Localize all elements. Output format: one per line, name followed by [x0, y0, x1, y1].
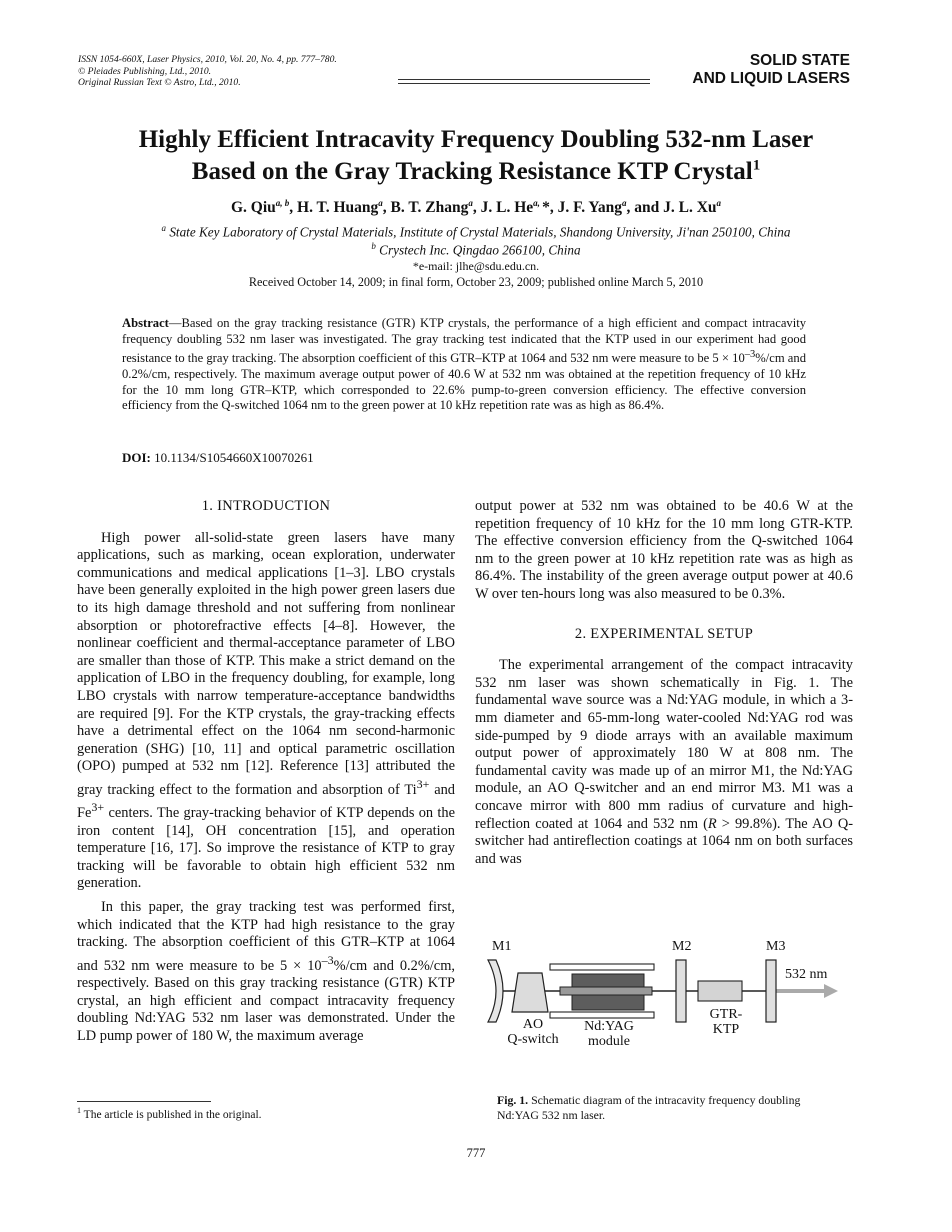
affiliation-b: $^b$ Crystech Inc. Qingdao 266100, China	[371, 241, 581, 258]
mirror-m2	[676, 960, 686, 1022]
header-rule	[398, 79, 650, 84]
author: H. T. Huang$^a$,	[297, 198, 391, 217]
author: J. L. Xu$^a$	[663, 198, 722, 217]
title-line-2: Based on the Gray Tracking Resistance KTP Crystal	[191, 158, 753, 185]
label-m3: M3	[766, 939, 786, 954]
original-text-line: Original Russian Text © Astro, Ltd., 2010.	[78, 77, 241, 88]
right-column	[475, 498, 853, 868]
affiliation-a: $^a$ State Key Laboratory of Crystal Materials, Institute of Crystal Materials, Shandong University, Ji'nan 250100, China	[161, 223, 791, 240]
title-line-1: Highly Efficient Intracavity Frequency Doubling 532-nm Laser	[138, 126, 814, 153]
title-footnote-mark: 1	[752, 157, 761, 174]
label-m2: M2	[672, 939, 692, 954]
label-gtr-ktp: GTR- KTP	[709, 1007, 743, 1037]
footnote-rule	[77, 1101, 211, 1102]
section-line-1: SOLID STATE	[749, 52, 850, 69]
abstract: Abstract—Based on the gray tracking resistance (GTR) KTP crystals, the performance of a high efficient and compact intracavity frequency doubling 532 nm laser was investigated. The gray tracking test indicated that the KTP used in our experiment had good resistance to the gray tracking. The absorption coefficient of this GTR–KTP at 1064 and 532 nm were measure to be $5 \times 10^{-3}\%/cm$ and 0.2%/cm, respectively. The maximum average output power of 40.6 W at 532 nm was obtained at the repetition frequency of 10 kHz for the 10 mm long GTR–KTP, which corresponded to 22.6% pump-to-green conversion efficiency. The effective conversion efficiency from the Q-switched 1064 nm to the green power at 10 kHz repetition rate was as high as 86.4%.	[122, 316, 806, 413]
label-m1: M1	[492, 939, 512, 954]
author: G. Qiu$^{a, b}$,	[230, 198, 298, 217]
figure-1-caption: Fig. 1. Schematic diagram of the intracavity frequency doubling Nd:YAG 532 nm laser.	[497, 1093, 801, 1122]
ao-q-switch	[512, 973, 548, 1012]
ndyag-rod	[560, 987, 652, 995]
doi-value: 10.1134/S1054660X10070261	[154, 450, 314, 465]
intro-paragraph-2: In this paper, the gray tracking test was performed first, which indicated that the KTP had high resistance to the gray tracking. The absorption coefficient of this GTR–KTP at 1064 and 532 nm were measure to be $5 \times 10^{-3}\%/cm$ and 0.2%/cm, respectively. Based on this gray tracking resistance (GTR) KTP crystal, an high efficient and compact intracavity frequency doubling Nd:YAG 532 nm laser was demonstrated. Under the LD pump power of 180 W, the maximum average	[77, 899, 455, 1045]
ndyag-bottom-plate	[550, 1012, 654, 1018]
abstract-label: Abstract	[122, 316, 169, 330]
section-heading-introduction: 1. INTRODUCTION	[201, 498, 331, 514]
contact-email: *e-mail: jlhe@sdu.edu.cn.	[412, 259, 540, 273]
author: J. L. $He^{a,}$ *,	[480, 198, 558, 217]
label-output-wavelength: 532 nm	[785, 967, 828, 982]
doi	[122, 450, 314, 466]
journal-header	[78, 54, 337, 89]
author-list	[60, 198, 892, 217]
section-heading-experimental-setup: 2. EXPERIMENTAL SETUP	[574, 625, 754, 642]
figure-1-schematic	[476, 930, 854, 1060]
author: B. T. Zhang$^a$,	[390, 198, 481, 217]
page-number: 777	[466, 1146, 486, 1160]
gtr-ktp-crystal	[698, 981, 742, 1001]
label-ndyag-module: Nd:YAG module	[584, 1019, 634, 1049]
paper-title	[60, 124, 892, 188]
journal-line: ISSN 1054-660X, Laser Physics, 2010, Vol. 20, No. 4, pp. 777–780.	[78, 54, 337, 65]
doi-label: DOI:	[122, 450, 151, 465]
received-dates: Received October 14, 2009; in final form, October 23, 2009; published online March 5, 2010	[248, 275, 704, 289]
intro-paragraph-1: High power all-solid-state green lasers have many applications, such as marking, ocean exploration, underwater communications and medical applications [1–3]. LBO crystals have been generally exploited in the high power green lasers due to its high damage threshold and not suffering from nonlinear absorption or photorefractive effects [4–8]. However, the nonlinear coefficient and thermal-acceptance parameter of LBO are smaller than those of KTP. This make a strict demand on the application of LBO in the frequency doubling, for example, long LBO crystals with narrow temperature-acceptance bandwidths are required [9]. For the KTP crystals, the gray-tracking effects have a detrimental effect on the 1064 nm second-harmonic generation (SHG) [10, 11] and optical parametric oscillation (OPO) pumped at 532 nm [12]. Reference [13] attributed the gray tracking effect to the formation and absorption of $Ti^{3+}$ and $Fe^{3+}$ centers. The gray-tracking behavior of KTP depends on the iron content [14], OH concentration [15], and operation temperature [16, 17]. So improve the resistance of KTP to gray tracking will be favorable to obtain high efficient 532 nm generation.	[77, 529, 455, 892]
label-ao-q-switch: AO Q-switch	[507, 1017, 559, 1047]
output-arrow-icon	[824, 984, 838, 998]
mirror-m3	[766, 960, 776, 1022]
section-line-2: AND LIQUID LASERS	[692, 70, 850, 87]
intro-paragraph-continued: output power at 532 nm was obtained to be 40.6 W at the repetition frequency of 10 kHz for the 10 mm long GTR-KTP. The effective conversion efficiency from the Q-switched 1064 nm to the green power at 10 kHz repetition rate was as high as 86.4%. The instability of the green average output power at 40.6 W over ten-hours long was also measured to be 0.3%.	[475, 498, 853, 602]
mirror-m1	[488, 960, 503, 1022]
copyright-line: © Pleiades Publishing, Ltd., 2010.	[78, 65, 212, 77]
left-column	[77, 498, 455, 1046]
caption-label: Fig. 1.	[497, 1093, 529, 1107]
footnote: $^1$ The article is published in the original.	[77, 1106, 262, 1121]
ndyag-top-plate	[550, 964, 654, 970]
section-header	[692, 52, 850, 88]
author: J. F. Yang$^a$, and	[557, 198, 664, 217]
setup-paragraph: The experimental arrangement of the compact intracavity 532 nm laser was shown schematically in Fig. 1. The fundamental wave source was a Nd:YAG module, in which a 3-mm diameter and 65-mm-long water-cooled Nd:YAG rod was side-pumped by 9 diode arrays with an available maximum output power of approximately 180 W at 808 nm. The fundamental cavity was made up of an mirror M1, the Nd:YAG module, an AO Q-switcher and an end mirror M3. M1 was a concave mirror with 800 mm radius of curvature and high-reflection coated at 1064 and 532 nm (R > 99.8%). The AO Q-switcher had antireflection coatings at 1064 nm on both surfaces and was	[475, 657, 854, 867]
